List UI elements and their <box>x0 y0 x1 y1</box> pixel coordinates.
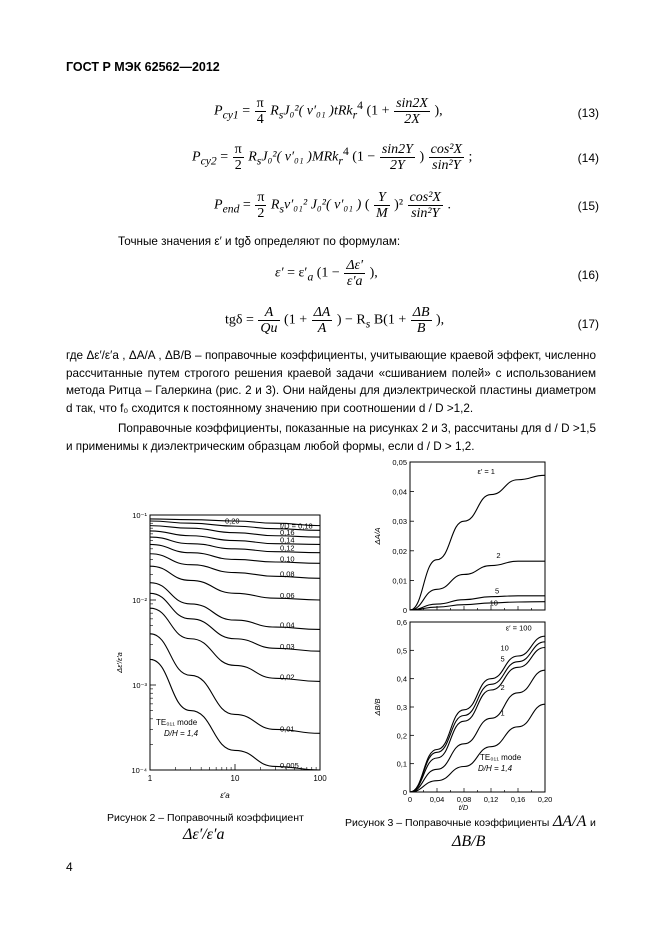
equation-17-number: (17) <box>577 317 599 331</box>
equation-16: $\varepsilon' = \varepsilon'_a$ (1 − $\frac{\Delta\varepsilon'}{\varepsilon'a}$ ), <box>275 258 378 289</box>
fig3a-y-tick-label: 0,03 <box>392 517 407 527</box>
fig2-series-label: 0,12 <box>280 543 295 553</box>
paragraph-correction-coefficients: где Δε′/ε′a , ΔA/A , ΔB/B – поправочные коэффициенты, учитывающие краевой эффект, численно рассчитанные путем строгого решения краевой задачи «сшиванием полей» с использованием метода Ритца – Галеркина (рис. 2 и 3). Они найдены для диэлектрической пластины диаметром d так, что f₀ сходится к постоянному значению при соотношении d / D >1,2. <box>66 349 596 415</box>
fig2-x-tick-label: 1 <box>147 774 153 783</box>
equation-16-number: (16) <box>577 268 599 282</box>
fig2-series-label: 0,02 <box>280 672 295 682</box>
fig2-x-axis-label: ε′a <box>220 791 230 800</box>
fig2-series-label: t/D = 0,18 <box>280 521 313 531</box>
fig3b-series-label: ε′ = 100 <box>505 623 532 633</box>
paragraph-applicability: Поправочные коэффициенты, показанные на рисунках 2 и 3, рассчитаны для d / D >1,5 и применимы к диэлектрическим образцам любой формы, если d / D > 1,2. <box>66 422 596 453</box>
fig2-annotation-mode: TE₀₁₁ mode <box>156 718 198 727</box>
fig3a-series-label: ε′ = 1 <box>477 466 495 476</box>
fig2-series-label: 0,01 <box>280 724 295 734</box>
fig3b-x-tick-label: 0,04 <box>429 795 445 804</box>
figure-3-caption: Рисунок 3 – Поправочные коэффициенты <box>345 817 550 829</box>
fig3a-series-label: 10 <box>489 598 498 608</box>
fig3b-x-tick-label: 0,08 <box>456 795 472 804</box>
fig3b-series-label: 10 <box>500 643 509 653</box>
fig3b-series-line <box>410 670 545 792</box>
fig2-series-label: 0,16 <box>280 528 295 538</box>
fig2-series-label: 0,03 <box>280 642 295 652</box>
fig2-y-tick-label: 10⁻² <box>132 596 147 605</box>
figure-3-symbol-1: ΔA/A <box>553 813 587 830</box>
fig2-annotation-ratio: D/H = 1,4 <box>164 729 199 738</box>
fig3b-x-tick-label: 0,12 <box>483 795 499 804</box>
fig2-series-label: 0,10 <box>280 554 295 564</box>
fig3b-y-tick-label: 0,5 <box>396 646 407 656</box>
fig2-y-axis-label: Δε′/ε′a <box>115 652 124 673</box>
fig3b-x-tick-label: 0 <box>407 795 413 804</box>
fig3b-x-tick-label: 0,20 <box>537 795 553 804</box>
fig2-x-tick-label: 100 <box>313 774 327 783</box>
fig3a-series-label: 5 <box>495 586 500 596</box>
fig3a-y-axis-label: ΔA/A <box>373 527 382 545</box>
fig2-series-label: 0,08 <box>280 569 295 579</box>
fig3a-series-line <box>410 475 545 610</box>
figure-2-chart <box>110 500 330 810</box>
equation-15: $P_{end}$ = $\frac{\pi}{2}$ $R_s\nu'_{01}^2$ J₀²( ν′₀₁ ) ( $\frac{Y}{M}$ )² $\frac{\text{cos²X}}{\text{sin²Y}}$ . <box>214 190 451 221</box>
equation-17: tgδ = $\frac{A}{Qu}$ (1 + $\frac{\Delta A}{A}$ ) − $R_s$ B(1 + $\frac{\Delta B}{B}$ ), <box>225 305 445 336</box>
figure-2-symbol: Δε′/ε′a <box>183 826 225 843</box>
fig2-x-tick-label: 10 <box>230 774 240 783</box>
fig2-y-tick-label: 10⁻³ <box>132 681 147 690</box>
fig3a-plot-frame <box>410 462 545 610</box>
figure-3-symbol-2: ΔB/B <box>452 833 486 850</box>
equation-15-number: (15) <box>577 199 599 213</box>
fig3b-y-tick-label: 0,6 <box>396 618 407 627</box>
equation-13: $P_{cy1}$ = $\frac{\pi}{4}$ $R_sJ_0^2$( ν′₀₁ )tRk$_r^4$ (1 + $\frac{\sin 2X}{2X}$ ), <box>214 96 443 127</box>
fig3a-series-label: 2 <box>496 551 501 561</box>
fig3b-y-tick-label: 0,3 <box>396 703 407 712</box>
page-number: 4 <box>66 860 73 874</box>
fig3a-y-tick-label: 0 <box>402 606 407 615</box>
equation-14-number: (14) <box>577 151 599 165</box>
fig3b-annotation-mode: TE₀₁₁ mode <box>480 753 522 762</box>
fig3b-x-axis-label: t/D <box>458 803 469 810</box>
figure-2-caption: Рисунок 2 – Поправочный коэффициент <box>107 812 304 824</box>
fig2-series-label: 0,005 <box>280 761 299 770</box>
fig2-series-label: 0,04 <box>280 620 295 630</box>
fig3b-y-tick-label: 0 <box>402 788 407 797</box>
fig2-y-tick-label: 10⁻¹ <box>132 511 147 520</box>
equation-14: $P_{cy2}$ = $\frac{\pi}{2}$ $R_sJ_0^2$( ν′₀₁ )MRk$_r^4$ (1 − $\frac{\sin 2Y}{2Y}$ ) $\frac{\text{cos²X}}{\text{sin²Y}}$ ; <box>192 142 473 173</box>
fig2-series-label: 0,20 <box>225 516 240 526</box>
fig2-y-tick-label: 10⁻⁴ <box>131 766 147 775</box>
fig3b-annotation-ratio: D/H = 1,4 <box>478 764 513 773</box>
fig2-series-label: 0,06 <box>280 591 295 600</box>
fig3a-y-tick-label: 0,02 <box>392 546 407 556</box>
document-header: ГОСТ Р МЭК 62562—2012 <box>66 60 220 74</box>
fig3b-x-tick-label: 0,16 <box>510 795 526 804</box>
figure-3-and: и <box>590 817 596 829</box>
fig3a-y-tick-label: 0,04 <box>392 487 407 497</box>
fig3a-series-line <box>410 561 545 610</box>
fig3b-series-label: 1 <box>500 708 505 718</box>
fig3b-series-label: 2 <box>500 683 505 692</box>
fig3b-series-label: 5 <box>500 654 505 664</box>
equation-13-number: (13) <box>577 106 599 120</box>
fig3b-y-tick-label: 0,1 <box>396 759 407 769</box>
fig3a-y-tick-label: 0,05 <box>392 460 407 467</box>
fig2-series-label: 0,14 <box>280 535 295 545</box>
figure-3-chart <box>365 460 565 810</box>
fig3b-y-tick-label: 0,4 <box>396 674 407 684</box>
fig3b-series-line <box>410 704 545 792</box>
fig3a-y-tick-label: 0,01 <box>392 576 407 586</box>
fig3b-y-tick-label: 0,2 <box>396 731 407 741</box>
intro-text: Точные значения ε′ и tgδ определяют по формулам: <box>118 235 401 248</box>
fig3b-y-axis-label: ΔB/B <box>373 698 382 716</box>
